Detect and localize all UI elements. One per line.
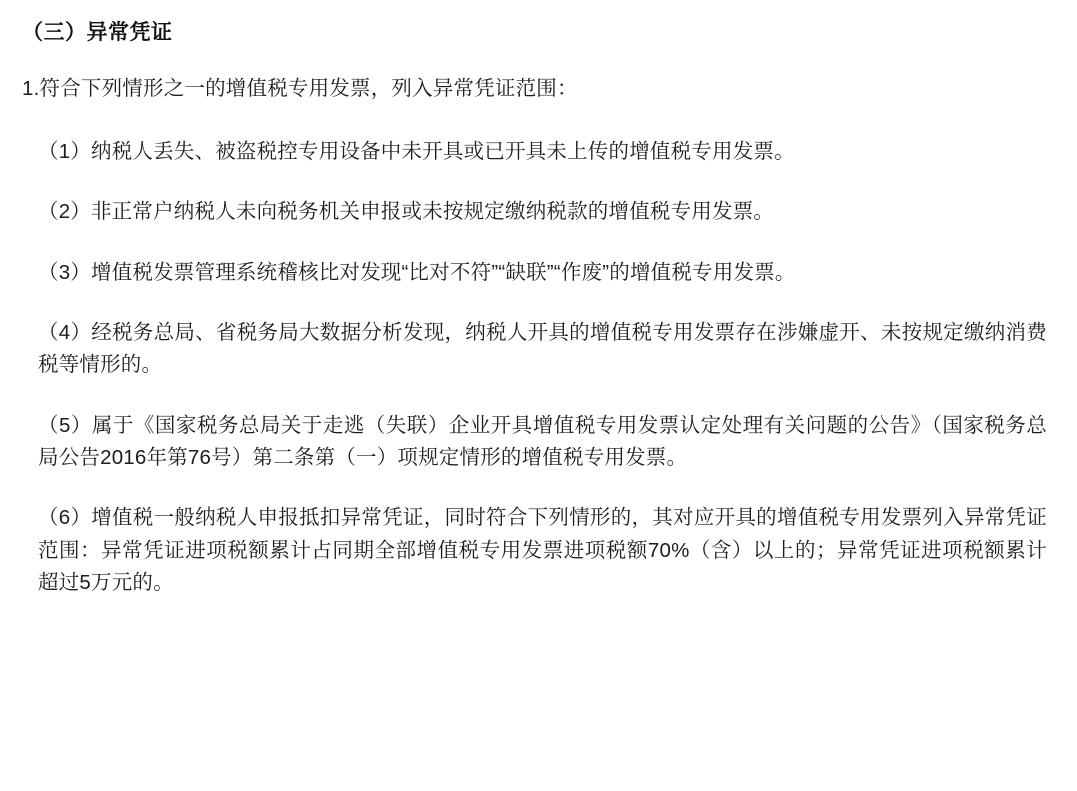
list-item: （6）增值税一般纳税人申报抵扣异常凭证，同时符合下列情形的，其对应开具的增值税专用发票列入异常凭证范围：异常凭证进项税额累计占同期全部增值税专用发票进项税额70%（含）以上的；异常凭证进项税额累计超过5万元的。 [38,506,1047,595]
list-item: （5）属于《国家税务总局关于走逃（失联）企业开具增值税专用发票认定处理有关问题的公告》（国家税务总局公告2016年第76号）第二条第（一）项规定情形的增值税专用发票。 [38,413,1047,470]
list-item: （3）增值税发票管理系统稽核比对发现“比对不符”“缺联”“作废”的增值税专用发票。 [38,260,796,284]
list-item: （1）纳税人丢失、被盗税控专用设备中未开具或已开具未上传的增值税专用发票。 [38,139,795,163]
list-item: （4）经税务总局、省税务局大数据分析发现，纳税人开具的增值税专用发票存在涉嫌虚开、未按规定缴纳消费税等情形的。 [38,320,1047,377]
lead-paragraph: 1.符合下列情形之一的增值税专用发票，列入异常凭证范围： [22,77,578,101]
list-item: （2）非正常户纳税人未向税务机关申报或未按规定缴纳税款的增值税专用发票。 [38,200,775,224]
section-heading: （三）异常凭证 [22,21,173,44]
